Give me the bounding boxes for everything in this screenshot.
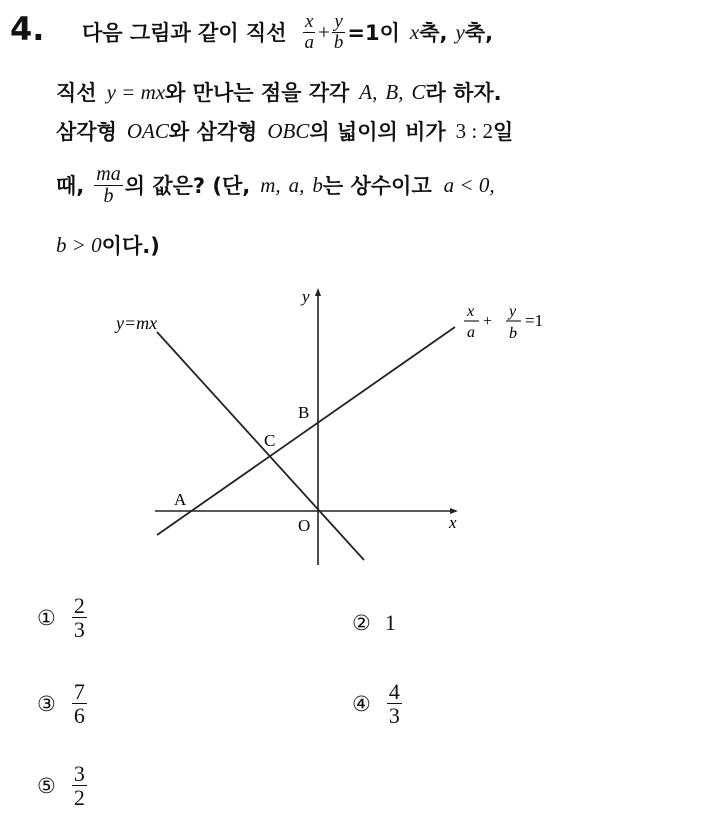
line2-label — [464, 303, 543, 342]
point-a: A — [174, 490, 187, 509]
x-axis-label: x — [449, 513, 457, 532]
denominator: b — [103, 184, 114, 207]
triangle-obc: OBC — [267, 118, 310, 143]
choice-marker: ② — [352, 611, 371, 635]
label-den-a: a — [467, 324, 475, 341]
line-y-mx — [157, 332, 364, 560]
numerator: 7 — [73, 679, 85, 704]
text-segment: 삼각형 — [56, 120, 117, 144]
point-a-label: A, — [359, 79, 378, 104]
y-axis-label: y — [302, 287, 310, 306]
text-segment: 의 값은? (단, — [124, 174, 251, 198]
choice-fraction — [72, 680, 87, 727]
label-den-b: b — [509, 325, 517, 342]
choice-marker: ③ — [37, 691, 56, 716]
choice-marker: ④ — [352, 691, 371, 716]
label-num-y: y — [509, 303, 517, 320]
text-segment: 와 삼각형 — [168, 120, 258, 144]
text-segment: 의 넓이의 비가 — [309, 120, 446, 144]
text-segment: 축, — [419, 21, 448, 45]
choice-2[interactable] — [352, 610, 396, 636]
var-m: m, — [260, 172, 281, 197]
text-segment: 다음 그림과 같이 직선 — [82, 21, 287, 45]
choice-3[interactable] — [37, 680, 89, 727]
choice-marker: ⑤ — [37, 773, 56, 798]
text-segment: 라 하자. — [425, 81, 502, 105]
numerator: ma — [96, 162, 121, 185]
text-segment: 때, — [56, 174, 85, 198]
line-x-a-y-b — [157, 327, 455, 535]
text-segment: 직선 — [56, 81, 97, 105]
choice-5[interactable] — [37, 762, 89, 809]
var-x: x — [409, 19, 420, 44]
point-o: O — [298, 516, 311, 535]
condition-a: a < 0, — [443, 172, 495, 197]
point-c: C — [264, 431, 276, 450]
numerator: 4 — [388, 679, 400, 704]
label-eq: =1 — [525, 311, 544, 330]
numerator: 2 — [73, 593, 85, 618]
plus-sign: + — [318, 19, 330, 44]
numerator: 3 — [73, 761, 85, 786]
text-segment: 일 — [493, 120, 514, 144]
text-segment: 는 상수이고 — [322, 174, 432, 198]
ratio-value: 3 : 2 — [455, 118, 494, 143]
var-a: a, — [288, 172, 305, 197]
choice-fraction — [72, 762, 87, 809]
point-b: B — [298, 403, 310, 422]
choice-fraction — [387, 680, 402, 727]
line-mx-label: y=mx — [116, 313, 158, 333]
text-segment: 축, — [464, 21, 494, 45]
point-c-label: C — [411, 79, 426, 104]
numerator: x — [305, 10, 314, 32]
choice-1[interactable] — [37, 594, 89, 641]
denominator: 3 — [73, 617, 85, 643]
choice-4[interactable] — [352, 680, 404, 727]
choice-fraction — [72, 594, 87, 641]
label-plus: + — [483, 313, 493, 330]
point-b-label: B, — [385, 79, 404, 104]
var-y: y — [455, 19, 465, 44]
var-b: b — [312, 172, 323, 197]
choice-marker: ① — [37, 605, 56, 630]
denominator: 2 — [73, 785, 85, 811]
choice-value: 1 — [384, 610, 396, 635]
text-segment: =1이 — [347, 21, 400, 45]
y-axis-arrow — [315, 288, 321, 296]
denominator: 6 — [73, 703, 85, 729]
condition-b: b > 0 — [56, 232, 102, 257]
text-segment: 이다.) — [101, 234, 160, 258]
denominator: b — [333, 31, 344, 53]
triangle-oac: OAC — [126, 118, 169, 143]
denominator: a — [304, 31, 315, 53]
numerator: y — [334, 10, 343, 32]
question-number: 4. — [10, 10, 45, 48]
denominator: 3 — [388, 703, 400, 729]
label-num-x: x — [467, 303, 475, 320]
equation-y-mx: y = mx — [106, 79, 166, 104]
text-segment: 와 만나는 점을 각각 — [165, 81, 350, 105]
